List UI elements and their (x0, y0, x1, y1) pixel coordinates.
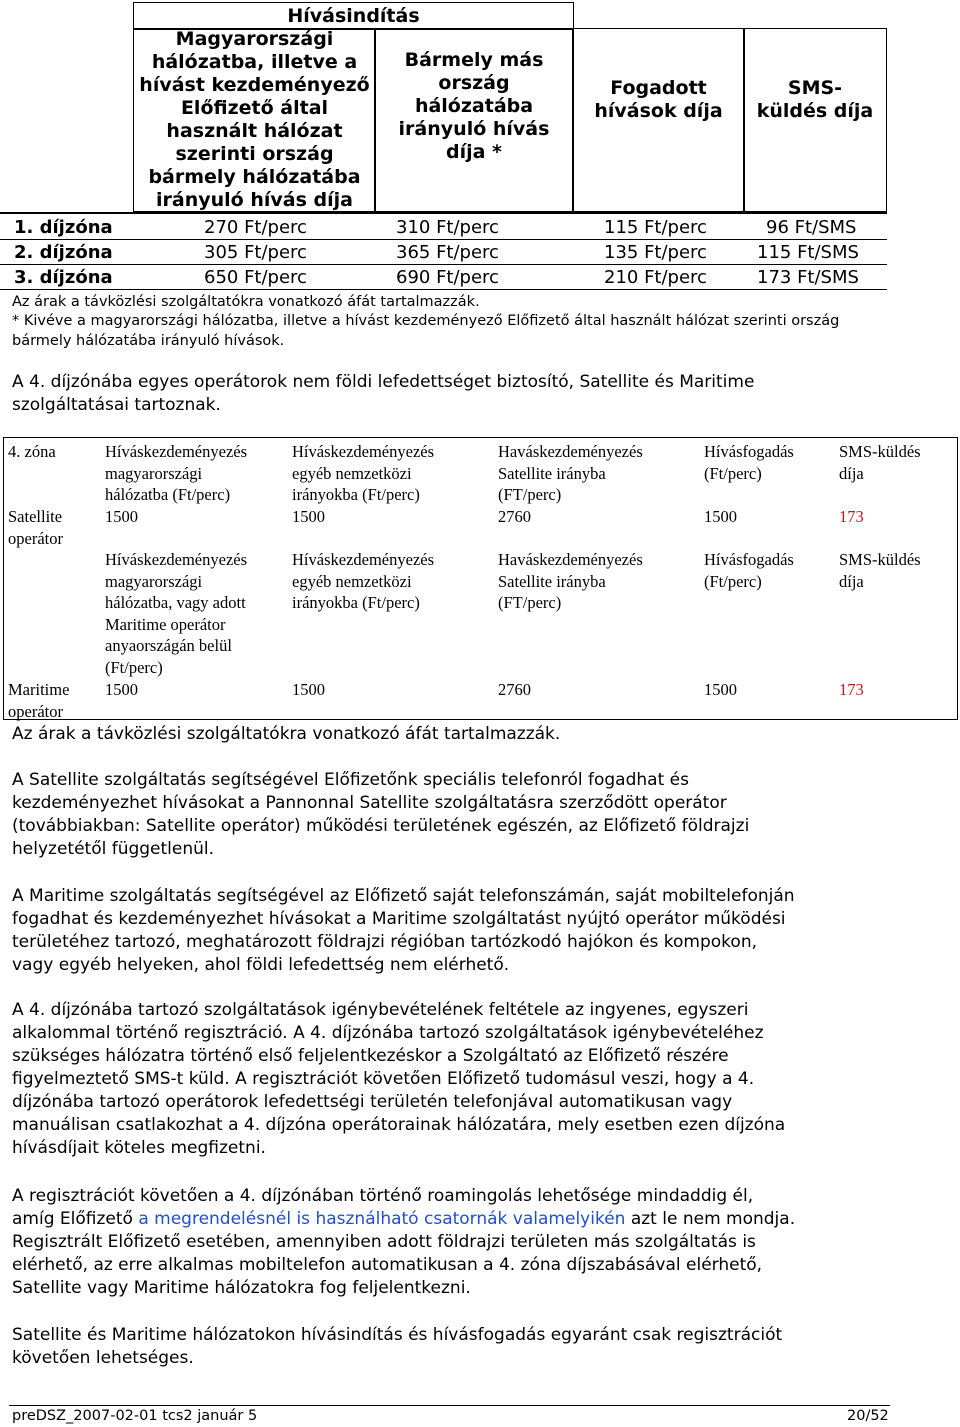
cell-domestic: 650 Ft/perc (204, 267, 307, 288)
sat-head-sms (839, 441, 921, 484)
col1-line: Magyarországi (175, 28, 334, 50)
maritime-value: 2760 (498, 680, 531, 699)
col3-line: Fogadott (610, 77, 707, 99)
zone-head: 4. zóna (8, 442, 56, 461)
text-line: helyzetétől függetlenül. (12, 839, 215, 859)
cell-sms: 115 Ft/SMS (757, 242, 859, 263)
head-line: Satellite irányba (498, 571, 606, 591)
zone4-intro (12, 371, 754, 417)
head-line: (FT/perc) (498, 485, 562, 504)
col1-line: használt hálózat (166, 120, 343, 142)
col2-header-cell (374, 28, 574, 212)
footer-rule (9, 1405, 890, 1406)
text-line: követően lehetséges. (12, 1348, 194, 1368)
maritime-value: 1500 (704, 680, 737, 699)
satellite-value: 1500 (704, 507, 737, 526)
table-row (0, 240, 960, 265)
satellite-label (8, 506, 63, 549)
maritime-value: 1500 (105, 680, 138, 699)
col3-header (573, 29, 744, 211)
group-header-cell (133, 2, 574, 30)
col1-line: Előfizető által (180, 97, 329, 119)
col1-line: bármely hálózatába (148, 166, 361, 188)
head-line: (FT/perc) (498, 593, 562, 612)
satellite-sms-value: 173 (839, 507, 864, 526)
head-line: Haváskezdeményezés (498, 550, 643, 569)
final-paragraph (12, 1324, 782, 1370)
head-line: anyaországán belül (105, 636, 232, 655)
col1-header (134, 29, 375, 211)
text-line: manuálisan csatlakozhat a 4. díjzóna operátorainak hálózatára, mely esetben ezen díjzóna (12, 1115, 786, 1135)
satellite-value: 2760 (498, 507, 531, 526)
text-line: területéhez tartozó, meghatározott földrajzi régióban tartózkodó hajókon és kompokon, (12, 932, 758, 952)
maritime-value: 1500 (292, 680, 325, 699)
text-line: figyelmeztető SMS-t küld. A regisztrációt követően Előfizető tudomásul veszi, hogy a 4. (12, 1069, 755, 1089)
label-line: operátor (8, 701, 63, 721)
col1-line: hálózatba, illetve a (151, 51, 358, 73)
text-line: Satellite és Maritime hálózatokon hívásindítás és hívásfogadás egyaránt csak regisztrációt (12, 1325, 783, 1345)
col4-line: küldés díja (756, 100, 874, 122)
footnote-line: * Kivéve a magyarországi hálózatba, illetve a hívást kezdeményező Előfizető által használt hálózat szerinti ország (12, 313, 840, 329)
roaming-paragraph (12, 1185, 795, 1300)
col3-header-cell (572, 28, 745, 212)
head-line: Hívásfogadás (704, 442, 794, 461)
zone-label: 1. díjzóna (14, 217, 113, 238)
head-line: Híváskezdeményezés (105, 550, 248, 569)
cell-incoming: 115 Ft/perc (604, 217, 707, 238)
label-line: Satellite (8, 507, 63, 526)
cell-domestic: 270 Ft/perc (204, 217, 307, 238)
head-line: magyarországi (105, 571, 203, 591)
group-header: Hívásindítás (287, 4, 420, 27)
mar-head-incoming (704, 549, 794, 592)
text-line: Regisztrált Előfizető esetében, amennyiben adott földrajzi területen más szolgáltatás is (12, 1232, 756, 1252)
head-line: SMS-küldés (839, 550, 921, 569)
text-line: A Maritime szolgáltatás segítségével az Előfizető saját telefonszámán, saját mobiltelefonján (12, 886, 795, 906)
head-line: Maritime operátor (105, 614, 226, 634)
cell-incoming: 210 Ft/perc (604, 267, 707, 288)
table-row (0, 265, 960, 290)
col4-header-cell (743, 28, 887, 212)
head-line: Híváskezdeményezés (105, 442, 248, 461)
col1-line: irányuló hívás díja (156, 189, 353, 211)
head-line: egyéb nemzetközi (292, 571, 412, 591)
text-line: szükséges hálózatra történő első feljelentkezéskor a Szolgáltató az Előfizető részére (12, 1046, 729, 1066)
head-line: Híváskezdeményezés (292, 550, 435, 569)
col4-line: SMS- (787, 77, 843, 99)
cell-sms: 96 Ft/SMS (766, 217, 857, 238)
col2-line: hálózatába (414, 94, 534, 117)
head-line: hálózatba, vagy adott (105, 593, 246, 612)
head-line: (Ft/perc) (704, 571, 762, 591)
head-line: díja (839, 571, 864, 591)
text-line: elérhető, az erre alkalmas mobiltelefon automatikusan a 4. zóna díjszabásával elérhető, (12, 1255, 763, 1275)
text-span: azt le nem mondja. (625, 1209, 796, 1229)
text-line: díjzónába tartozó operátorok lefedettségi területén telefonjával automatikusan vagy (12, 1092, 733, 1112)
col2-header (375, 29, 573, 211)
head-line: SMS-küldés (839, 442, 921, 461)
zone-label: 2. díjzóna (14, 242, 113, 263)
head-line: Satellite irányba (498, 463, 606, 483)
sat-head-domestic (105, 441, 247, 506)
head-line: (Ft/perc) (105, 657, 163, 677)
vat-note-2: Az árak a távközlési szolgáltatókra vonatkozó áfát tartalmazzák. (12, 724, 561, 744)
text-line: kezdeményezhet hívásokat a Pannonnal Satellite szolgáltatásra szerződött operátor (12, 793, 727, 813)
head-line: magyarországi (105, 463, 203, 483)
cell-international: 365 Ft/perc (396, 242, 499, 263)
mar-head-international (292, 549, 434, 614)
footer-page-number: 20/52 (847, 1408, 889, 1424)
head-line: díja (839, 463, 864, 483)
table-row (0, 215, 960, 240)
cell-international: 690 Ft/perc (396, 267, 499, 288)
head-line: hálózatba (Ft/perc) (105, 485, 231, 504)
footer-doc-id: preDSZ_2007-02-01 tcs2 január 5 (12, 1408, 258, 1424)
text-line: A regisztrációt követően a 4. díjzónában történő roamingolás lehetősége mindaddig él, (12, 1186, 754, 1206)
col1-line: hívást kezdeményező (139, 74, 370, 96)
cell-domestic: 305 Ft/perc (204, 242, 307, 263)
sat-head-incoming (704, 441, 794, 484)
label-line: Maritime (8, 680, 70, 699)
cell-incoming: 135 Ft/perc (604, 242, 707, 263)
text-line (12, 1208, 795, 1231)
registration-paragraph (12, 999, 785, 1160)
vat-note: Az árak a távközlési szolgáltatókra vonatkozó áfát tartalmazzák. (12, 294, 480, 310)
sat-head-satellite (498, 441, 643, 506)
sat-head-international (292, 441, 434, 506)
cell-international: 310 Ft/perc (396, 217, 499, 238)
col2-line: irányuló hívás (398, 117, 550, 140)
text-line: alkalommal történő regisztráció. A 4. díjzónába tartozó szolgáltatások igénybevételéhez (12, 1023, 764, 1043)
footnote-line: bármely hálózatába irányuló hívások. (12, 333, 285, 349)
text-line: A 4. díjzónába tartozó szolgáltatások igénybevételének feltétele az ingyenes, egyszeri (12, 1000, 749, 1020)
satellite-value: 1500 (292, 507, 325, 526)
col4-header (744, 29, 886, 211)
cell-sms: 173 Ft/SMS (757, 267, 859, 288)
footnote (12, 311, 839, 351)
text-line: vagy egyéb helyeken, ahol földi lefedettség nem elérhető. (12, 955, 510, 975)
text-line: fogadhat és kezdeményezhet hívásokat a Maritime szolgáltatást nyújtó operátor működési (12, 909, 786, 929)
maritime-sms-value: 173 (839, 680, 864, 699)
satellite-paragraph (12, 769, 749, 861)
text-line: (továbbiakban: Satellite operátor) működési területének egészén, az Előfizető földrajzi (12, 816, 750, 836)
col3-line: hívások díja (594, 100, 723, 122)
col2-line: Bármely más (404, 48, 544, 71)
intro-line: szolgáltatásai tartoznak. (12, 395, 221, 415)
head-line: Haváskezdeményezés (498, 442, 643, 461)
maritime-paragraph (12, 885, 795, 977)
head-line: Híváskezdeményezés (292, 442, 435, 461)
col1-header-cell (133, 28, 376, 212)
label-line: operátor (8, 528, 63, 548)
intro-line: A 4. díjzónába egyes operátorok nem földi lefedettséget biztosító, Satellite és Maritime (12, 372, 755, 392)
order-channels-link[interactable]: a megrendelésnél is használható csatornák valamelyikén (138, 1209, 626, 1229)
head-line: irányokba (Ft/perc) (292, 593, 420, 612)
col2-line: díja * (446, 140, 502, 163)
divider (0, 239, 887, 240)
mar-head-domestic (105, 549, 247, 678)
maritime-label (8, 679, 69, 722)
text-line: Satellite vagy Maritime hálózatokra fog feljelentkezni. (12, 1278, 471, 1298)
head-line: Hívásfogadás (704, 550, 794, 569)
col2-line: ország (438, 71, 510, 94)
text-span: amíg Előfizető (12, 1209, 139, 1229)
head-line: egyéb nemzetközi (292, 463, 412, 483)
mar-head-sms (839, 549, 921, 592)
head-line: (Ft/perc) (704, 463, 762, 483)
text-line: A Satellite szolgáltatás segítségével Előfizetőnk speciális telefonról fogadhat és (12, 770, 689, 790)
text-line: hívásdíjait köteles megfizetni. (12, 1138, 266, 1158)
divider (0, 264, 887, 265)
head-line: irányokba (Ft/perc) (292, 485, 420, 504)
divider (0, 289, 887, 290)
mar-head-satellite (498, 549, 643, 614)
divider (0, 212, 887, 214)
satellite-value: 1500 (105, 507, 138, 526)
zone-label: 3. díjzóna (14, 267, 113, 288)
col1-line: szerinti ország (175, 143, 334, 165)
